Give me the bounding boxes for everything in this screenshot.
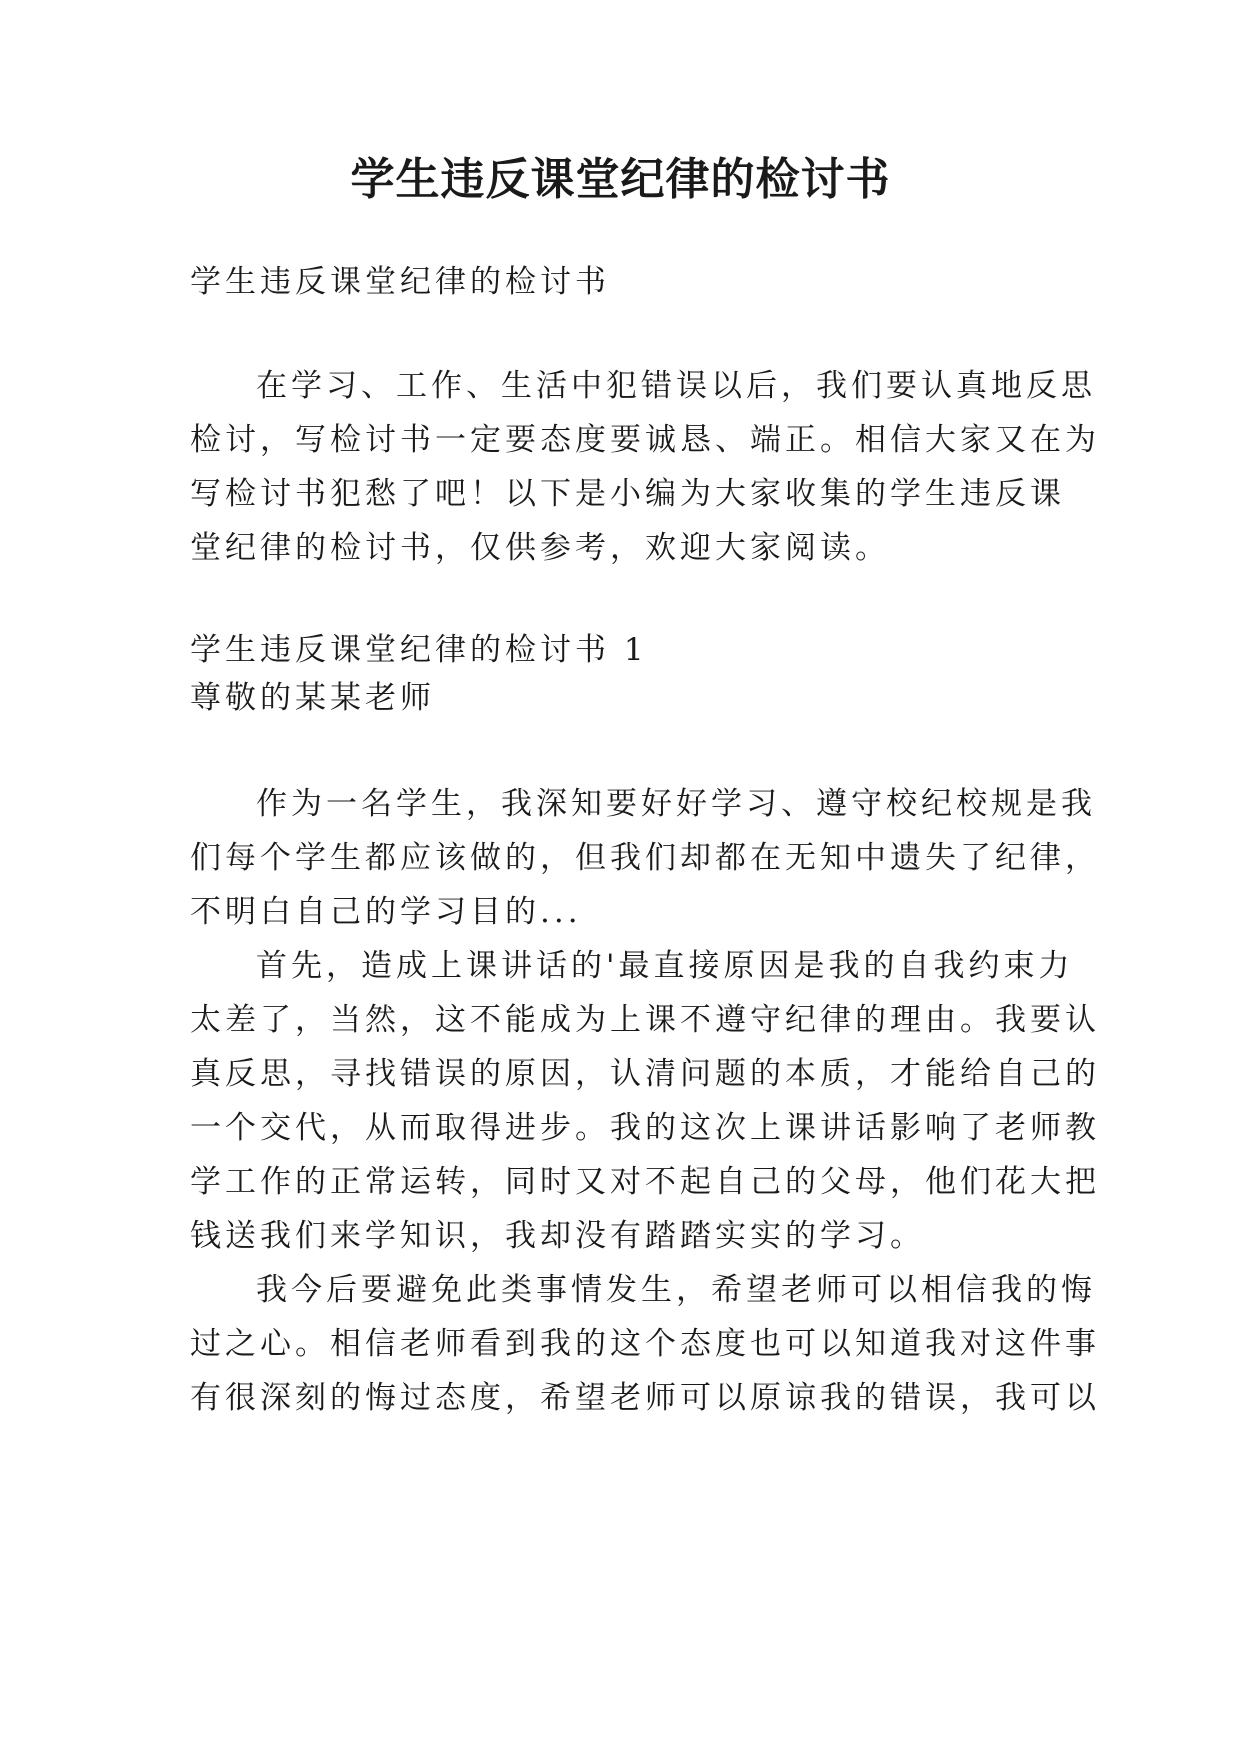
intro-line: 在学习、工作、生活中犯错误以后，我们要认真地反思	[256, 368, 1096, 404]
paragraph-line: 我今后要避免此类事情发生，希望老师可以相信我的悔	[256, 1272, 1096, 1308]
intro-line: 堂纪律的检讨书，仅供参考，欢迎大家阅读。	[190, 530, 890, 566]
paragraph-line: 钱送我们来学知识，我却没有踏踏实实的学习。	[190, 1218, 925, 1254]
document-title: 学生违反课堂纪律的检讨书	[350, 154, 891, 205]
paragraph-line: 们每个学生都应该做的，但我们却都在无知中遗失了纪律，	[190, 840, 1100, 876]
paragraph-line: 太差了，当然，这不能成为上课不遵守纪律的理由。我要认	[190, 1002, 1100, 1038]
paragraph-line: 一个交代，从而取得进步。我的这次上课讲话影响了老师教	[190, 1110, 1100, 1146]
paragraph-line: 不明白自己的学习目的...	[190, 894, 582, 930]
section-heading: 学生违反课堂纪律的检讨书 1	[190, 632, 648, 668]
intro-line: 写检讨书犯愁了吧！以下是小编为大家收集的学生违反课	[190, 476, 1065, 512]
paragraph-line: 首先，造成上课讲话的'最直接原因是我的自我约束力	[256, 948, 1074, 984]
paragraph-line: 作为一名学生，我深知要好好学习、遵守校纪校规是我	[256, 786, 1096, 822]
document-subtitle: 学生违反课堂纪律的检讨书	[190, 264, 610, 300]
paragraph-line: 有很深刻的悔过态度，希望老师可以原谅我的错误，我可以	[190, 1380, 1100, 1416]
paragraph-line: 学工作的正常运转，同时又对不起自己的父母，他们花大把	[190, 1164, 1100, 1200]
intro-line: 检讨，写检讨书一定要态度要诚恳、端正。相信大家又在为	[190, 422, 1100, 458]
salutation: 尊敬的某某老师	[190, 680, 435, 716]
paragraph-line: 过之心。相信老师看到我的这个态度也可以知道我对这件事	[190, 1326, 1100, 1362]
paragraph-line: 真反思，寻找错误的原因，认清问题的本质，才能给自己的	[190, 1056, 1100, 1092]
